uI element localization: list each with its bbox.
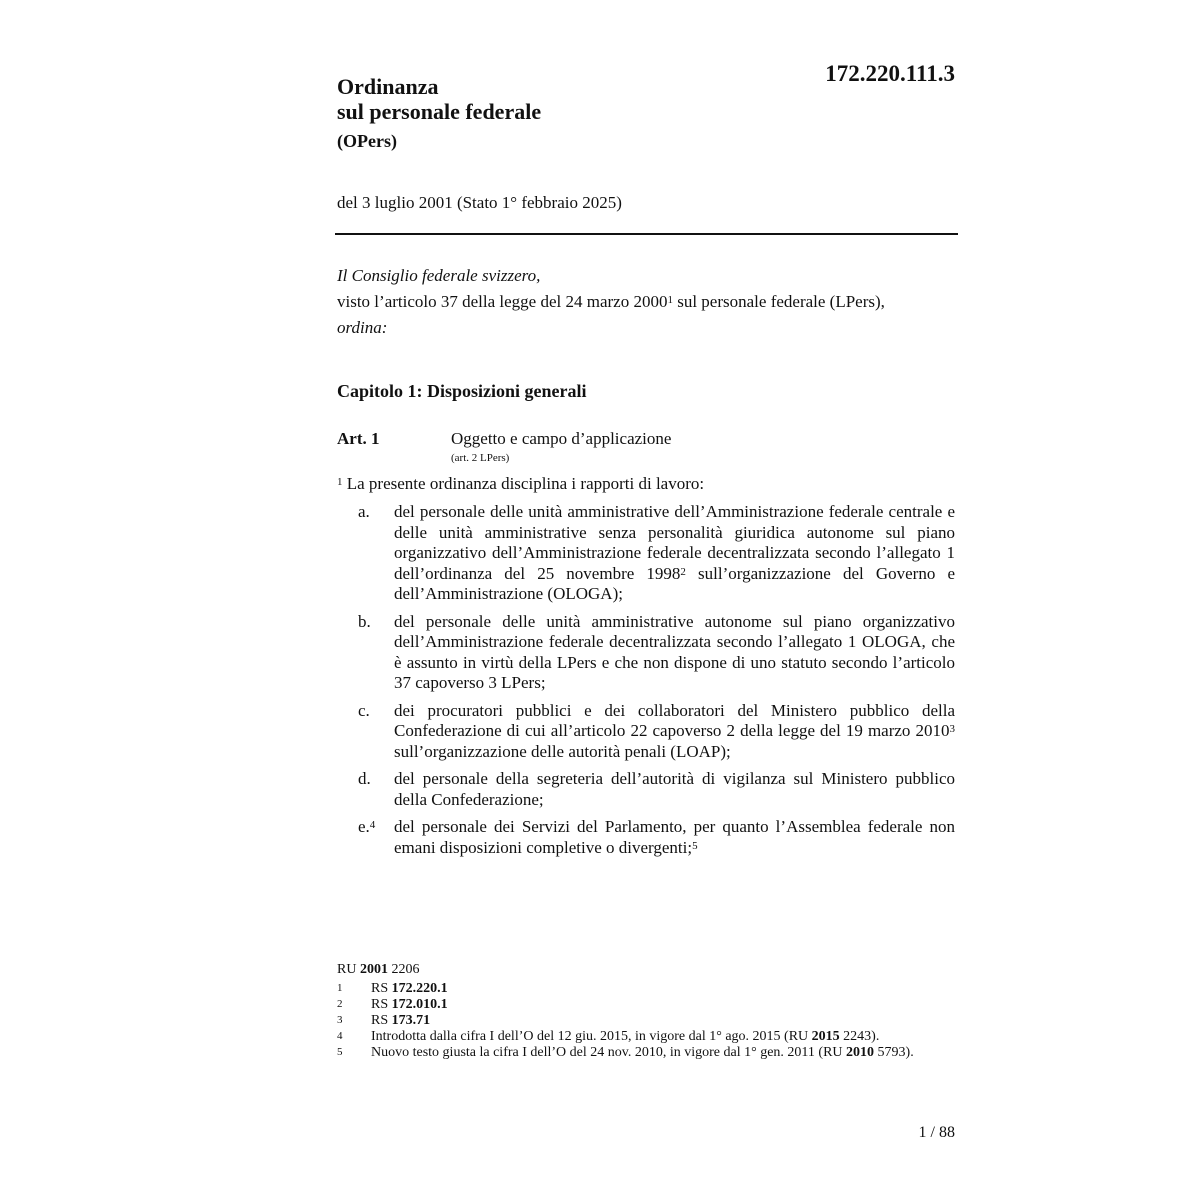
item-letter: b. xyxy=(358,611,371,631)
footnote-suffix: 5793). xyxy=(874,1045,914,1060)
footnote xyxy=(337,1045,957,1061)
footnote-prefix: RS xyxy=(371,997,392,1012)
ru-prefix: RU xyxy=(337,962,360,977)
footnote-number: 2 xyxy=(337,998,343,1010)
item-text: del personale delle unità amministrative autonome sul piano organizzativo dell’Amministrazione federale decentralizzata secondo l’allegato 1 OLOGA, che è assunto in virtù della LPers e che non dispone di uno statuto secondo l’articolo 37 capoverso 3 LPers; xyxy=(394,611,955,692)
footnote xyxy=(337,1013,957,1029)
list-item xyxy=(337,769,955,810)
ru-year: 2001 xyxy=(359,962,388,977)
title-abbreviation: (OPers) xyxy=(337,131,397,151)
footnote-text xyxy=(371,1013,957,1029)
footnotes xyxy=(337,962,957,1061)
preamble-basis xyxy=(337,289,957,315)
footnote-prefix: RS xyxy=(371,1013,392,1028)
footnote-ref-5[interactable]: 5 xyxy=(692,839,698,852)
item-letter: a. xyxy=(358,502,370,521)
paragraph-intro-text: La presente ordinanza disciplina i rapporti di lavoro: xyxy=(342,474,705,493)
footnote-link[interactable]: 2010 xyxy=(846,1045,875,1060)
item-text-part: del personale delle unità amministrative dell’Amministrazione federale centrale e delle unità amministrative senza personalità giuridica autonome sul piano organizzativo dell’Amministrazione federale decentralizzata secondo l’allegato 1 dell’ordinanza del 25 novembre 1998 xyxy=(394,502,955,583)
footnote-link[interactable]: 2015 xyxy=(811,1029,840,1044)
footnote-number: 1 xyxy=(337,982,343,994)
footnote-suffix: 2243). xyxy=(839,1029,880,1044)
article-title: Oggetto e campo d’applicazione xyxy=(451,429,672,448)
item-text-part: dei procuratori pubblici e dei collaboratori del Ministero pubblico della Confederazione di cui all’articolo 22 capoverso 2 della legge del 19 marzo 2010 xyxy=(394,700,955,740)
footnote-number: 5 xyxy=(337,1046,343,1058)
page-number: 1 / 88 xyxy=(918,1124,955,1141)
footnote-text xyxy=(371,1029,957,1045)
paragraph-intro xyxy=(337,473,957,495)
footnote-text xyxy=(371,997,957,1013)
ru-reference xyxy=(337,962,957,978)
footnote-number: 4 xyxy=(337,1030,343,1042)
item-letter: d. xyxy=(358,769,371,788)
preamble-basis-text: visto l’articolo 37 della legge del 24 marzo 2000 xyxy=(337,292,668,311)
header-divider xyxy=(335,233,958,235)
item-text: del personale della segreteria dell’autorità di vigilanza sul Ministero pubblico della Confederazione; xyxy=(394,769,955,809)
preamble-ordina: ordina: xyxy=(337,318,388,337)
item-letter-text: e. xyxy=(358,817,370,836)
footnote-prefix: Introdotta dalla cifra I dell’O del 12 giu. 2015, in vigore dal 1° ago. 2015 (RU xyxy=(371,1029,812,1044)
footnote-prefix: Nuovo testo giusta la cifra I dell’O del 24 nov. 2010, in vigore dal 1° gen. 2011 (RU xyxy=(371,1045,847,1060)
preamble-basis-text-end: sul personale federale (LPers), xyxy=(672,292,885,311)
item-letter xyxy=(337,817,394,858)
list-item xyxy=(337,817,955,858)
list-item xyxy=(337,502,955,605)
date-line: del 3 luglio 2001 (Stato 1° febbraio 2025) xyxy=(337,193,622,212)
item-text-part: del personale dei Servizi del Parlamento, per quanto l’Assemblea federale non emani disposizioni completive o divergenti; xyxy=(394,817,955,857)
footnote-link[interactable]: 173.71 xyxy=(391,1013,431,1028)
title-line-2: sul personale federale xyxy=(337,99,542,124)
footnote xyxy=(337,997,957,1013)
item-text-part: sull’organizzazione delle autorità penali (LOAP); xyxy=(394,741,731,761)
paragraph-number: 1 xyxy=(337,476,343,488)
footnote-text xyxy=(371,1045,957,1061)
list-item xyxy=(337,612,955,694)
item-text xyxy=(394,701,955,763)
item-text xyxy=(394,502,955,605)
item-letter: c. xyxy=(358,700,370,720)
chapter-heading: Capitolo 1: Disposizioni generali xyxy=(337,381,587,401)
footnote-link[interactable]: 172.010.1 xyxy=(391,997,448,1012)
item-text xyxy=(394,817,955,858)
sr-number: 172.220.111.3 xyxy=(825,61,955,86)
footnote xyxy=(337,981,957,997)
footnote-ref-1[interactable]: 1 xyxy=(667,294,673,306)
title-line-1: Ordinanza xyxy=(337,74,439,99)
ru-page: 2206 xyxy=(387,962,420,977)
preamble-authority: Il Consiglio federale svizzero, xyxy=(337,266,541,285)
item-text-part: sull’organizzazione del Governo e dell’Amministrazione (OLOGA); xyxy=(394,563,956,603)
footnote-prefix: RS xyxy=(371,981,392,996)
footnote-number: 3 xyxy=(337,1014,343,1026)
footnote-text xyxy=(371,981,957,997)
footnote-ref-4[interactable]: 4 xyxy=(369,819,376,831)
footnote-ref-2[interactable]: 2 xyxy=(680,565,686,578)
footnote xyxy=(337,1029,957,1045)
list-item xyxy=(337,701,955,763)
article-reference: (art. 2 LPers) xyxy=(451,452,510,464)
footnote-ref-3[interactable]: 3 xyxy=(949,723,955,735)
title-block xyxy=(337,74,757,153)
item-list xyxy=(337,502,955,865)
article-label: Art. 1 xyxy=(337,429,380,448)
footnote-link[interactable]: 172.220.1 xyxy=(391,981,448,996)
preamble xyxy=(337,263,957,341)
